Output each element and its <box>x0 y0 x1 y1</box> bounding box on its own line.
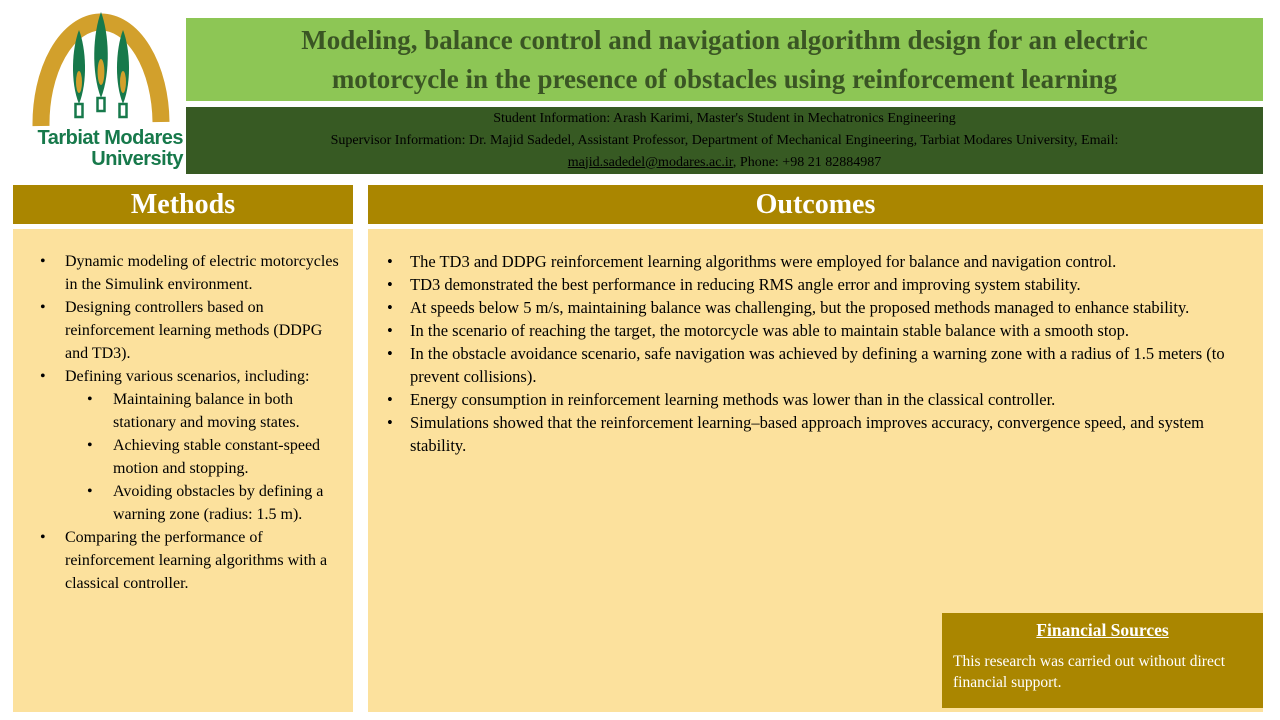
methods-item: • Designing controllers based on reinforcement learning methods (DDPG and TD3). <box>13 296 343 365</box>
outcomes-item: • Simulations showed that the reinforcement learning–based approach improves accuracy, convergence speed, and system stability. <box>368 411 1239 457</box>
logo-graphic <box>15 4 185 128</box>
outcomes-item: • In the scenario of reaching the target, the motorcycle was able to maintain stable balance with a smooth stop. <box>368 319 1239 342</box>
outcomes-header <box>368 185 1263 224</box>
financial-sources-box <box>942 613 1263 708</box>
phone-text: , Phone: +98 21 82884987 <box>732 154 882 170</box>
info-banner <box>186 107 1263 174</box>
financial-sources-title: Financial Sources <box>1036 620 1169 640</box>
supervisor-info: Supervisor Information: Dr. Majid Sadedel, Assistant Professor, Department of Mechanical Engineering, Tarbiat Modares University, Email: <box>330 132 1119 148</box>
outcomes-item: • The TD3 and DDPG reinforcement learning algorithms were employed for balance and navigation control. <box>368 250 1239 273</box>
methods-sub-item: • Avoiding obstacles by defining a warning zone (radius: 1.5 m). <box>65 480 343 526</box>
methods-content <box>13 229 353 712</box>
methods-item: • Dynamic modeling of electric motorcycles in the Simulink environment. <box>13 250 343 296</box>
poster-title-line2: motorcycle in the presence of obstacles using reinforcement learning <box>331 63 1118 94</box>
logo-text-line2: University <box>91 148 183 170</box>
contact-info <box>186 152 1263 174</box>
email-link[interactable]: majid.sadedel@modares.ac.ir <box>567 154 733 170</box>
outcomes-item: • In the obstacle avoidance scenario, safe navigation was achieved by defining a warning zone with a radius of 1.5 meters (to prevent collisions). <box>368 342 1239 388</box>
logo-text-line1: Tarbiat Modares <box>37 127 183 149</box>
methods-header <box>13 185 353 224</box>
poster-title-line1: Modeling, balance control and navigation algorithm design for an electric <box>301 24 1148 55</box>
university-logo <box>15 4 185 174</box>
student-info: Student Information: Arash Karimi, Master's Student in Mechatronics Engineering <box>493 110 956 126</box>
outcomes-item: • Energy consumption in reinforcement learning methods was lower than in the classical controller. <box>368 388 1239 411</box>
methods-item: • Defining various scenarios, including: • Maintaining balance in both stationary and moving states. • Achieving stable constant-speed motion and stopping. • Avoiding obstacles by defining a warning zone (radius: 1.5 m). <box>13 365 343 526</box>
outcomes-item: • At speeds below 5 m/s, maintaining balance was challenging, but the proposed methods managed to enhance stability. <box>368 296 1239 319</box>
methods-sub-item: • Achieving stable constant-speed motion and stopping. <box>65 434 343 480</box>
methods-header-label: Methods <box>130 188 236 220</box>
methods-sub-item: • Maintaining balance in both stationary and moving states. <box>65 388 343 434</box>
outcomes-item: • TD3 demonstrated the best performance in reducing RMS angle error and improving system stability. <box>368 273 1239 296</box>
poster-title-banner <box>186 18 1263 101</box>
financial-sources-body: This research was carried out without direct financial support. <box>953 653 1226 691</box>
outcomes-header-label: Outcomes <box>755 188 876 220</box>
methods-item: • Comparing the performance of reinforcement learning algorithms with a classical controller. <box>13 526 343 595</box>
